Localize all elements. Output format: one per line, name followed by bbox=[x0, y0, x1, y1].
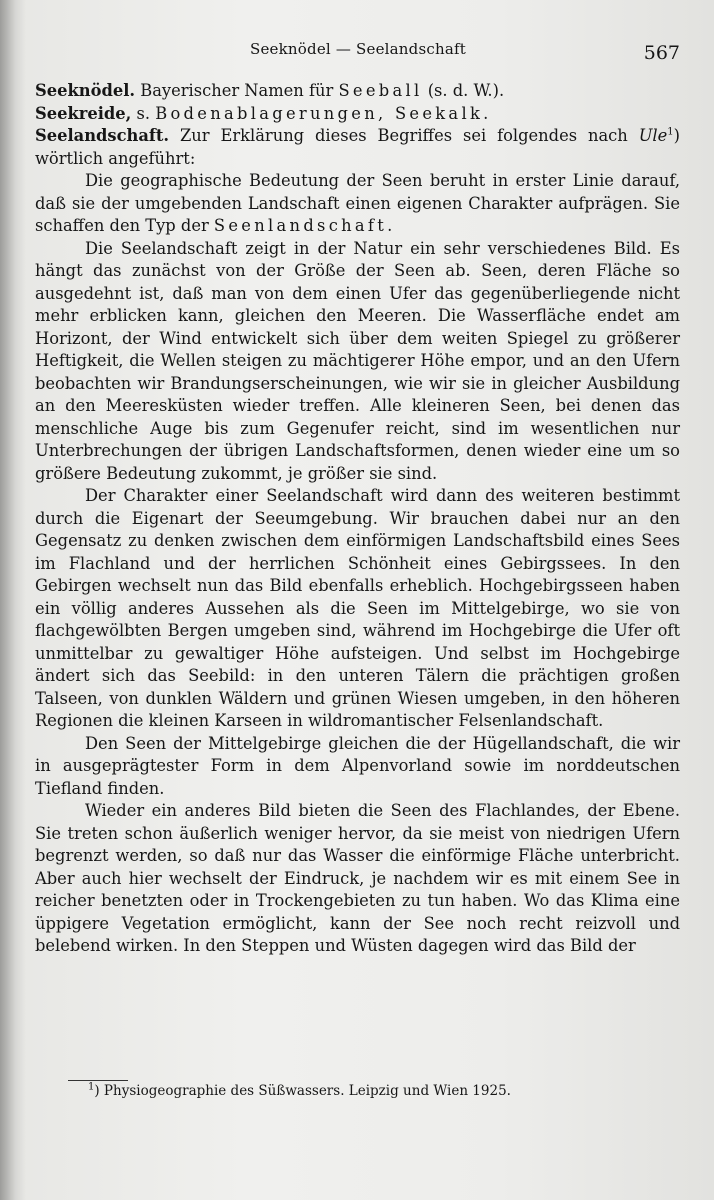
running-head: Seeknödel — Seelandschaft bbox=[250, 40, 466, 58]
spaced-term: Seeball bbox=[338, 81, 423, 100]
paragraph-5: Wieder ein anderes Bild bieten die Seen des Flachlandes, der Ebene. Sie treten schon äußerlich weniger hervor, da sie meist von niedrigen Ufern begrenzt werden, so daß nur das Wasser die einförmige Fläche unterbricht. Aber auch hier wechselt der Eindruck, je nachdem wir es mit einem See in reicher benetzten oder in Trockengebieten zu tun haben. Wo das Klima eine üppigere Vegetation ermöglicht, kann der See noch recht reizvoll und belebend wirken. In den Steppen und Wüsten dagegen wird das Bild der bbox=[35, 801, 680, 955]
entry-text: Zur Erklärung dieses Begriffes sei folgendes nach bbox=[169, 126, 639, 145]
paragraph-3: Der Charakter einer Seelandschaft wird dann des weiteren bestimmt durch die Eigenart der Seeumgebung. Wir brauchen dabei nur an den Gegensatz zu denken zwischen dem einförmigen Landschaftsbild eines Sees im Flachland und der herrlichen Schönheit eines Gebirgssees. In den Gebirgen wechselt nun das Bild ebenfalls erheblich. Hochgebirgsseen haben ein völlig anderes Aussehen als die Seen im Mittelgebirge, wo sie von flachgewölbten Bergen umgeben sind, während im Hochgebirge die Ufer oft unmittelbar zu gewaltiger Höhe aufsteigen. Und selbst im Hochgebirge ändert sich das Seebild: in den unteren Tälern die prächtigen großen Talseen, von dunklen Wäldern und grünen Wiesen umgeben, in den höheren Regionen die kleinen Karseen in wildromantischer Felsenlandschaft. bbox=[35, 486, 680, 730]
page-number: 567 bbox=[643, 42, 680, 64]
paragraph-4: Den Seen der Mittelgebirge gleichen die der Hügellandschaft, die wir in ausgeprägtester Form in dem Alpenvorland sowie im norddeutschen Tiefland finden. bbox=[35, 733, 680, 798]
entry-seelandschaft bbox=[35, 125, 680, 170]
headword: Seeknödel. bbox=[35, 81, 136, 100]
body-text bbox=[35, 80, 680, 958]
footnote-marker: 1 bbox=[88, 1081, 95, 1093]
page-header bbox=[0, 40, 714, 66]
paragraph-1 bbox=[35, 170, 680, 238]
entry-seekreide bbox=[35, 103, 680, 126]
page-gutter-shadow bbox=[0, 0, 26, 1200]
paragraph-2: Die Seelandschaft zeigt in der Natur ein sehr verschiedenes Bild. Es hängt das zunächst von der Größe der Seen ab. Seen, deren Fläche so ausgedehnt ist, daß man von dem einen Ufer das gegenüberliegende nicht mehr erblicken kann, gleichen den Meeren. Die Wasserfläche endet am Horizont, der Wind entwickelt sich über dem weiten Spiegel zu größerer Heftigkeit, die Wellen steigen zu mächtigerer Höhe empor, und an den Ufern beobachten wir Brandungserscheinungen, wie wir sie in gleicher Ausbildung an den Meeresküsten wieder treffen. Alle kleineren Seen, bei denen das menschliche Auge bis zum Gegenufer reicht, sind im wesentlichen nur Unterbrechungen der übrigen Landschaftsformen, denen wieder eine um so größere Bedeutung zukommt, je größer sie sind. bbox=[35, 238, 680, 483]
author-name: Ule bbox=[638, 126, 668, 145]
entry-text: s. bbox=[131, 103, 156, 123]
entry-text: (s. d. W.). bbox=[422, 81, 505, 100]
headword: Seekreide, bbox=[35, 103, 132, 123]
paragraph-text: Die geographische Bedeutung der Seen beruht in erster Linie darauf, daß sie der umgebenden Landschaft einen eigenen Charakter aufprägen. Sie schaffen den Typ der bbox=[35, 171, 680, 235]
entry-text: ) wörtlich angeführt: bbox=[35, 126, 680, 168]
spaced-term: Bodenablagerungen, Seekalk. bbox=[155, 103, 492, 123]
footnote-divider bbox=[68, 1080, 128, 1081]
spaced-term: Seenlandschaft. bbox=[213, 216, 396, 235]
entry-seeknoedel bbox=[35, 80, 680, 103]
entry-text: Bayerischer Namen für bbox=[135, 81, 339, 100]
footnote-text: ) Physiogeographie des Süßwassers. Leipzig und Wien 1925. bbox=[94, 1083, 511, 1099]
footnote-reference: 1 bbox=[667, 126, 674, 138]
footnote bbox=[88, 1082, 688, 1100]
headword: Seelandschaft. bbox=[35, 126, 170, 145]
